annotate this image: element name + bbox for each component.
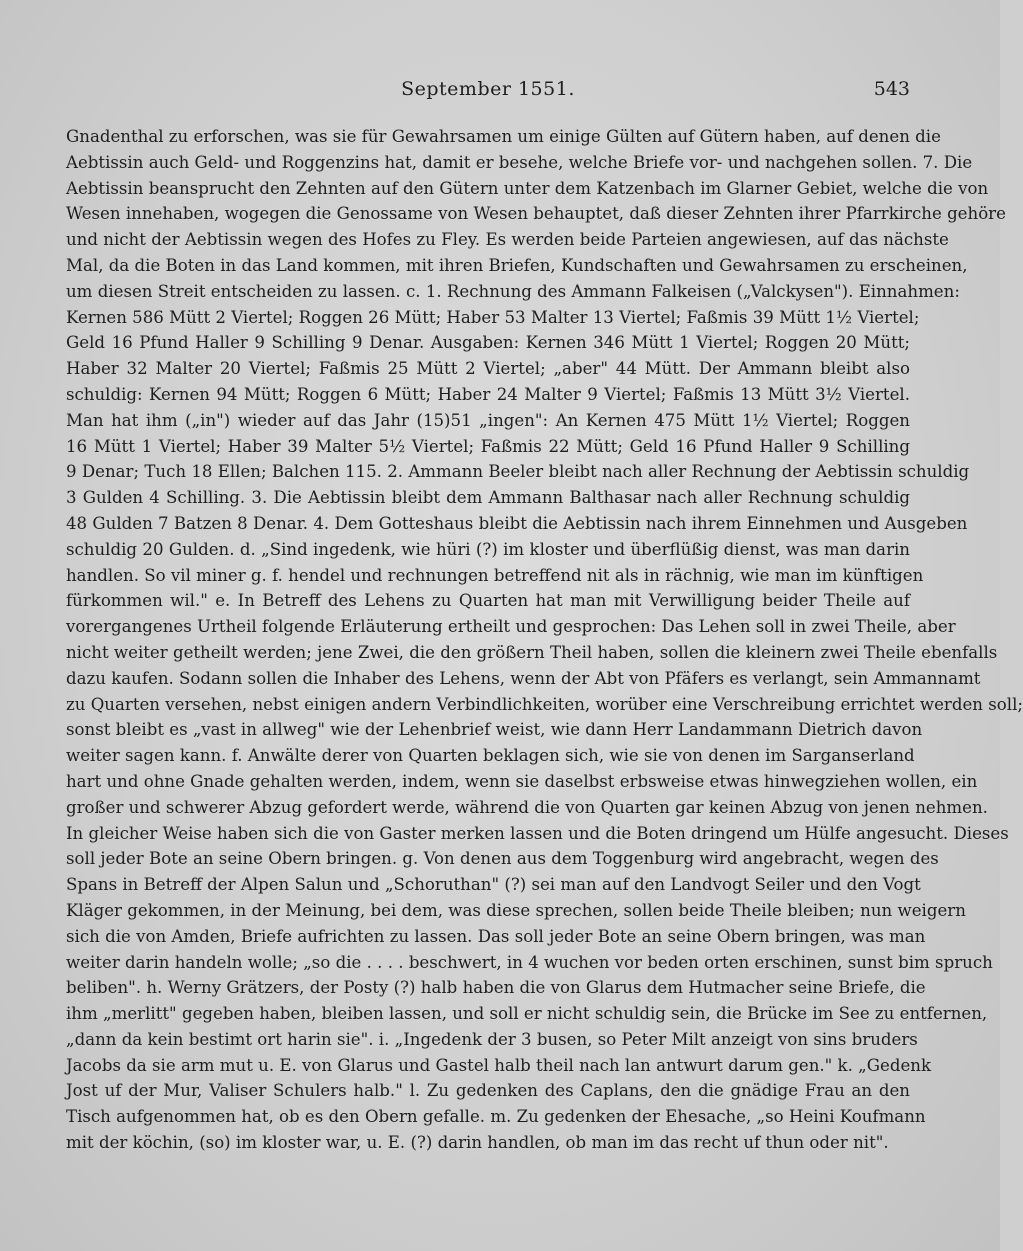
text-line: Wesen innehaben, wogegen die Genossame von Wesen behauptet, daß dieser Zehnten ihrer Pfarrkirche gehöre <box>66 204 1006 224</box>
text-line: Haber 32 Malter 20 Viertel; Faßmis 25 Mütt 2 Viertel; „aber" 44 Mütt. Der Ammann bleibt also <box>66 359 910 379</box>
text-line: weiter darin handeln wolle; „so die . . . . beschwert, in 4 wuchen vor beden orten erschinen, sunst bim spruch <box>66 952 993 972</box>
text-line: und nicht der Aebtissin wegen des Hofes zu Fley. Es werden beide Parteien angewiesen, auf das nächste <box>66 230 949 250</box>
running-title: September 1551. <box>401 78 575 100</box>
text-line: hart und ohne Gnade gehalten werden, indem, wenn sie daselbst erbsweise etwas hinwegziehen wollen, ein <box>66 771 978 791</box>
text-line: Jacobs da sie arm mut u. E. von Glarus und Gastel halb theil nach lan antwurt darum gen." k. „Gedenk <box>66 1055 932 1075</box>
text-line: dazu kaufen. Sodann sollen die Inhaber des Lehens, wenn der Abt von Pfäfers es verlangt, sein Ammannamt <box>66 668 981 688</box>
text-line: Kläger gekommen, in der Meinung, bei dem, was diese sprechen, sollen beide Theile bleiben; nun weigern <box>66 900 966 920</box>
text-line: schuldig: Kernen 94 Mütt; Roggen 6 Mütt; Haber 24 Malter 9 Viertel; Faßmis 13 Mütt 3½ Viertel. <box>66 384 910 404</box>
text-line: mit der köchin, (so) im kloster war, u. E. (?) darin handlen, ob man im das recht uf thun oder nit". <box>66 1133 889 1153</box>
text-line: sich die von Amden, Briefe aufrichten zu lassen. Das soll jeder Bote an seine Obern bringen, was man <box>66 926 926 946</box>
running-header <box>66 78 910 108</box>
text-line: Mal, da die Boten in das Land kommen, mit ihren Briefen, Kundschaften und Gewahrsamen zu erscheinen, <box>66 255 968 275</box>
text-line: Jost uf der Mur, Valiser Schulers halb." l. Zu gedenken des Caplans, den die gnädige Frau an den <box>66 1081 910 1101</box>
text-line: beliben". h. Werny Grätzers, der Posty (?) halb haben die von Glarus dem Hutmacher seine Briefe, die <box>66 978 926 998</box>
text-line: Aebtissin beansprucht den Zehnten auf den Gütern unter dem Katzenbach im Glarner Gebiet, welche die von <box>66 178 989 198</box>
text-line: sonst bleibt es „vast in allweg" wie der Lehenbrief weist, wie dann Herr Landammann Dietrich davon <box>66 720 923 740</box>
page-number: 543 <box>873 78 910 100</box>
text-line: weiter sagen kann. f. Anwälte derer von Quarten beklagen sich, wie sie von denen im Sarganserland <box>66 746 915 766</box>
text-line: fürkommen wil." e. In Betreff des Lehens zu Quarten hat man mit Verwilligung beider Theile auf <box>66 591 910 611</box>
text-line: vorergangenes Urtheil folgende Erläuterung ertheilt und gesprochen: Das Lehen soll in zwei Theile, aber <box>66 617 956 637</box>
text-line: um diesen Streit entscheiden zu lassen. c. 1. Rechnung des Ammann Falkeisen („Valckysen"). Einnahmen: <box>66 281 960 301</box>
text-line: großer und schwerer Abzug gefordert werde, während die von Quarten gar keinen Abzug von jenen nehmen. <box>66 797 988 817</box>
text-line: Tisch aufgenommen hat, ob es den Obern gefalle. m. Zu gedenken der Ehesache, „so Heini Koufmann <box>66 1107 926 1127</box>
text-line: nicht weiter getheilt werden; jene Zwei, die den größern Theil haben, sollen die kleinern zwei Theile ebenfalls <box>66 642 998 662</box>
text-line: „dann da kein bestimt ort harin sie". i. „Ingedenk der 3 busen, so Peter Milt anzeigt von sins bruders <box>66 1029 918 1049</box>
text-line: zu Quarten versehen, nebst einigen andern Verbindlichkeiten, worüber eine Verschreibung errichtet werden soll; <box>66 694 1023 714</box>
text-line: Kernen 586 Mütt 2 Viertel; Roggen 26 Mütt; Haber 53 Malter 13 Viertel; Faßmis 39 Mütt 1½ Viertel; <box>66 307 920 327</box>
text-line: schuldig 20 Gulden. d. „Sind ingedenk, wie hüri (?) im kloster und überflüßig dienst, was man darin <box>66 539 910 559</box>
text-line: Man hat ihm („in") wieder auf das Jahr (15)51 „ingen": An Kernen 475 Mütt 1½ Viertel; Roggen <box>66 410 910 430</box>
body-text <box>66 124 1023 1156</box>
text-line: Spans in Betreff der Alpen Salun und „Schoruthan" (?) sei man auf den Landvogt Seiler und den Vogt <box>66 875 921 895</box>
text-line: In gleicher Weise haben sich die von Gaster merken lassen und die Boten dringend um Hülfe angesucht. Dieses <box>66 823 1009 843</box>
text-line: Aebtissin auch Geld- und Roggenzins hat, damit er besehe, welche Briefe vor- und nachgehen sollen. 7. Die <box>66 152 973 172</box>
text-line: handlen. So vil miner g. f. hendel und rechnungen betreffend nit als in rächnig, wie man im künftigen <box>66 565 924 585</box>
text-line: 3 Gulden 4 Schilling. 3. Die Aebtissin bleibt dem Ammann Balthasar nach aller Rechnung schuldig <box>66 488 910 508</box>
text-line: 48 Gulden 7 Batzen 8 Denar. 4. Dem Gotteshaus bleibt die Aebtissin nach ihrem Einnehmen und Ausgeben <box>66 513 968 533</box>
text-line: soll jeder Bote an seine Obern bringen. g. Von denen aus dem Toggenburg wird angebracht, wegen des <box>66 849 939 869</box>
text-line: Gnadenthal zu erforschen, was sie für Gewahrsamen um einige Gülten auf Gütern haben, auf denen die <box>66 127 941 146</box>
text-line: Geld 16 Pfund Haller 9 Schilling 9 Denar. Ausgaben: Kernen 346 Mütt 1 Viertel; Roggen 20 Mütt; <box>66 333 910 353</box>
text-line: 16 Mütt 1 Viertel; Haber 39 Malter 5½ Viertel; Faßmis 22 Mütt; Geld 16 Pfund Haller 9 Schilling <box>66 436 910 456</box>
text-line: ihm „merlitt" gegeben haben, bleiben lassen, und soll er nicht schuldig sein, die Brücke im See zu entfernen, <box>66 1004 988 1024</box>
text-line: 9 Denar; Tuch 18 Ellen; Balchen 115. 2. Ammann Beeler bleibt nach aller Rechnung der Aebtissin schuldig <box>66 462 970 482</box>
